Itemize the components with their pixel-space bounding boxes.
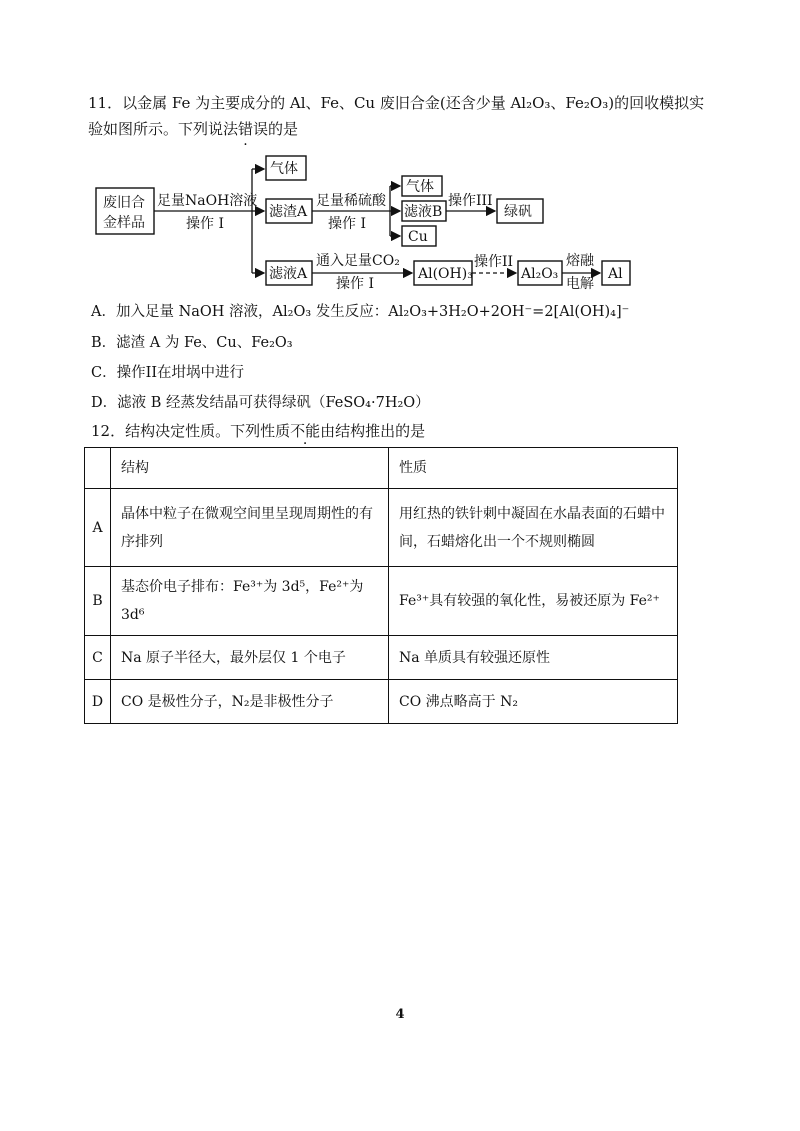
row-structure: 基态价电子排布：Fe³⁺为 3d⁵，Fe²⁺为 3d⁶ xyxy=(111,567,389,636)
q12-table xyxy=(84,447,678,724)
table-header-row xyxy=(85,448,678,489)
option-11-c: C．操作II在坩埚中进行 xyxy=(91,365,245,381)
acid-label: 足量稀硫酸 xyxy=(316,193,386,209)
stem-text: 误的是 xyxy=(253,120,299,138)
naoh-label: 足量NaOH溶液 xyxy=(157,193,258,209)
co2-label: 通入足量CO₂ xyxy=(316,253,400,269)
alloy-sample-label-2: 金样品 xyxy=(103,215,145,231)
gas1-label: 气体 xyxy=(270,161,298,177)
question-12-stem xyxy=(91,420,425,441)
op3-label: 操作III xyxy=(448,193,493,209)
op2-label: 操作II xyxy=(474,254,514,270)
question-11-stem-line1: 11．以金属 Fe 为主要成分的 Al、Fe、Cu 废旧合金(还含少量 Al₂O₃、Fe₂O₃)的回收模拟实 xyxy=(88,94,705,112)
aloh3-label: Al(OH)₃ xyxy=(418,266,473,282)
option-11-d: D．滤液 B 经蒸发结晶可获得绿矾（FeSO₄·7H₂O） xyxy=(91,395,430,411)
emphasis-char: 错 xyxy=(238,120,254,138)
op1-label-b: 操作 I xyxy=(328,216,366,232)
row-structure: Na 原子半径大，最外层仅 1 个电子 xyxy=(111,636,389,680)
op1-label-a: 操作 I xyxy=(186,216,224,232)
header-structure: 结构 xyxy=(111,448,389,489)
row-label: A xyxy=(85,489,111,567)
al-label: Al xyxy=(608,266,623,282)
stem-text: 由结构推出的是 xyxy=(320,422,426,440)
header-property: 性质 xyxy=(389,448,678,489)
row-label: D xyxy=(85,680,111,724)
filtrate-b-label: 滤液B xyxy=(404,204,443,220)
option-11-a: A．加入足量 NaOH 溶液，Al₂O₃ 发生反应：Al₂O₃+3H₂O+2OH⁻=2[Al(OH)₄]⁻ xyxy=(91,304,630,320)
melt-label: 熔融 xyxy=(566,253,594,269)
page-number: 4 xyxy=(395,1007,405,1022)
stem-text: 验如图所示。下列说法 xyxy=(88,120,239,138)
filtrate-a-label: 滤液A xyxy=(269,266,308,282)
table-row xyxy=(85,489,678,567)
table-row xyxy=(85,567,678,636)
electrolysis-label: 电解 xyxy=(566,276,594,292)
question-11-stem-line2 xyxy=(88,118,298,140)
row-property: 用红热的铁针刺中凝固在水晶表面的石蜡中间，石蜡熔化出一个不规则椭圆 xyxy=(389,489,678,567)
row-structure: 晶体中粒子在微观空间里呈现周期性的有序排列 xyxy=(111,489,389,567)
residue-a-label: 滤渣A xyxy=(269,204,308,220)
stem-text: 12．结构决定性质。下列性质 xyxy=(91,422,291,440)
header-empty-cell xyxy=(85,448,111,489)
table-row xyxy=(85,636,678,680)
alloy-sample-label-1: 废旧合 xyxy=(103,195,145,211)
green-vitriol-label: 绿矾 xyxy=(504,204,532,220)
option-11-b: B．滤渣 A 为 Fe、Cu、Fe₂O₃ xyxy=(91,335,293,351)
gas2-label: 气体 xyxy=(406,179,434,195)
op1-label-c: 操作 I xyxy=(336,276,374,292)
row-property: Na 单质具有较强还原性 xyxy=(389,636,678,680)
recycling-flowchart xyxy=(90,152,650,292)
row-label: C xyxy=(85,636,111,680)
table-row xyxy=(85,680,678,724)
al2o3-label: Al₂O₃ xyxy=(521,266,559,282)
row-structure: CO 是极性分子，N₂是非极性分子 xyxy=(111,680,389,724)
row-label: B xyxy=(85,567,111,636)
row-property: Fe³⁺具有较强的氧化性，易被还原为 Fe²⁺ xyxy=(389,567,678,636)
row-property: CO 沸点略高于 N₂ xyxy=(389,680,678,724)
emphasis-word: 不能 xyxy=(290,422,321,440)
cu-label: Cu xyxy=(408,229,428,245)
